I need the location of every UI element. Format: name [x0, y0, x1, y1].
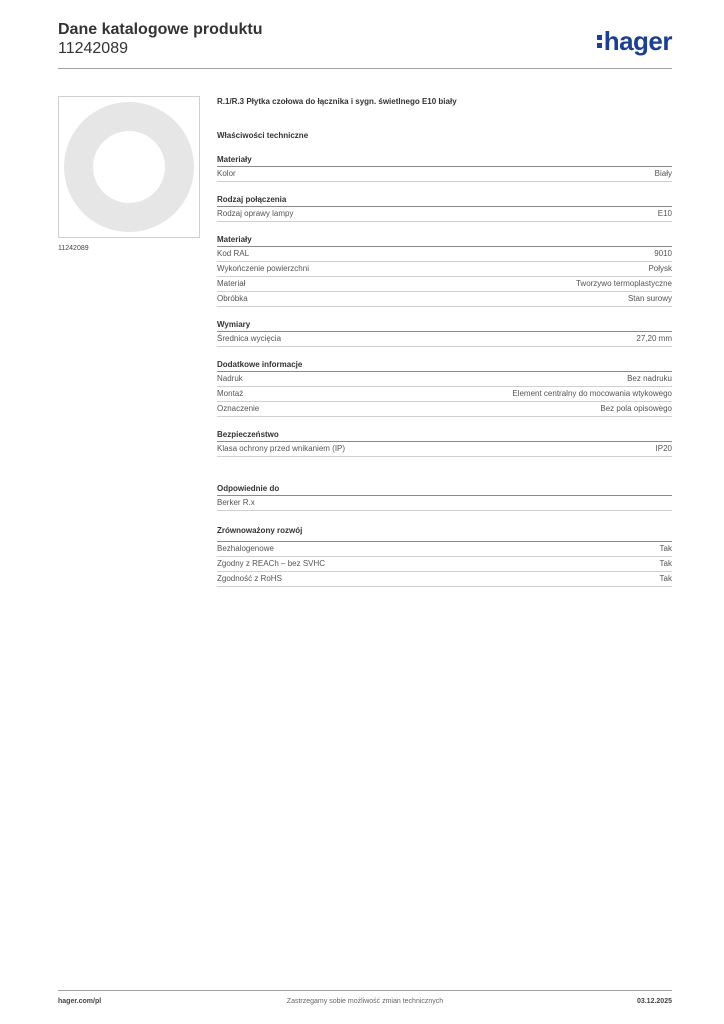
footer-website: hager.com/pl: [58, 998, 102, 1005]
group-title: Zrównoważony rozwój: [217, 526, 303, 535]
hager-logo: [597, 26, 672, 57]
footer-date: 03.12.2025: [636, 998, 672, 1005]
product-details: [217, 96, 672, 587]
property-row: [217, 167, 672, 182]
product-image-caption: 11242089: [58, 245, 89, 252]
property-row: [217, 557, 672, 572]
property-value: Stan surowy: [627, 294, 672, 303]
property-value: Połysk: [648, 264, 672, 273]
property-row: [217, 372, 672, 387]
property-row: [217, 262, 672, 277]
ring-plate-icon: [59, 97, 199, 237]
property-row: [217, 442, 672, 457]
group-title: Rodzaj połączenia: [217, 194, 672, 207]
property-row: [217, 541, 672, 557]
property-group: [217, 234, 672, 307]
property-label: Bezhalogenowe: [217, 544, 274, 553]
logo-text: hager: [603, 26, 672, 56]
group-title: Materiały: [217, 154, 672, 167]
property-value: IP20: [655, 444, 672, 453]
property-row: [217, 572, 672, 587]
property-value: Tak: [659, 559, 672, 568]
property-row: [217, 292, 672, 307]
property-value: E10: [657, 209, 672, 218]
property-label: Montaż: [217, 389, 244, 398]
property-value: Tak: [659, 574, 672, 583]
document-product-number: 11242089: [58, 40, 128, 57]
property-label: Zgodny z REACh – bez SVHC: [217, 559, 326, 568]
property-value: 9010: [654, 249, 672, 258]
property-group: [217, 359, 672, 417]
page-header: [58, 20, 672, 58]
property-label: Wykończenie powierzchni: [217, 264, 309, 273]
property-group: [217, 319, 672, 347]
property-value: Bez nadruku: [627, 374, 672, 383]
group-title: Bezpieczeństwo: [217, 429, 672, 442]
header-divider: [58, 68, 672, 69]
property-value: Biały: [654, 169, 672, 178]
property-label: Obróbka: [217, 294, 248, 303]
property-row: [217, 402, 672, 417]
product-title: R.1/R.3 Płytka czołowa do łącznika i sygn. świetlnego E10 biały: [217, 97, 457, 106]
sustainability-group: [217, 525, 672, 587]
footer-divider: [58, 990, 672, 991]
group-title: Materiały: [217, 234, 672, 247]
technical-properties-heading: Właściwości techniczne: [217, 131, 309, 140]
property-label: Rodzaj oprawy lampy: [217, 209, 294, 218]
property-groups: [217, 154, 672, 457]
group-title: Wymiary: [217, 319, 672, 332]
property-group: [217, 154, 672, 182]
property-row: [217, 496, 672, 511]
property-label: Zgodność z RoHS: [217, 574, 282, 583]
property-row: [217, 332, 672, 347]
group-title: Dodatkowe informacje: [217, 359, 672, 372]
property-row: [217, 247, 672, 262]
property-row: [217, 277, 672, 292]
property-label: Nadruk: [217, 374, 243, 383]
suitable-for-group: [217, 483, 672, 511]
property-label: Berker R.x: [217, 498, 255, 507]
property-group: [217, 429, 672, 457]
property-row: [217, 387, 672, 402]
property-label: Oznaczenie: [217, 404, 260, 413]
property-label: Klasa ochrony przed wnikaniem (IP): [217, 444, 346, 453]
property-value: Element centralny do mocowania wtykowego: [512, 389, 672, 398]
property-row: [217, 207, 672, 222]
footer-disclaimer: Zastrzegamy sobie możliwość zmian technicznych: [286, 998, 444, 1005]
property-label: Kod RAL: [217, 249, 250, 258]
property-value: Tworzywo termoplastyczne: [575, 279, 672, 288]
property-value: Bez pola opisowego: [600, 404, 672, 413]
property-label: Materiał: [217, 279, 246, 288]
property-label: Średnica wycięcia: [217, 334, 282, 343]
property-value: Tak: [659, 544, 672, 553]
logo-dots-icon: [597, 35, 602, 48]
product-image: [58, 96, 200, 238]
property-group: [217, 194, 672, 222]
group-title: Odpowiednie do: [217, 483, 672, 496]
document-title: Dane katalogowe produktu: [58, 21, 263, 38]
property-label: Kolor: [217, 169, 236, 178]
property-value: 27,20 mm: [636, 334, 672, 343]
